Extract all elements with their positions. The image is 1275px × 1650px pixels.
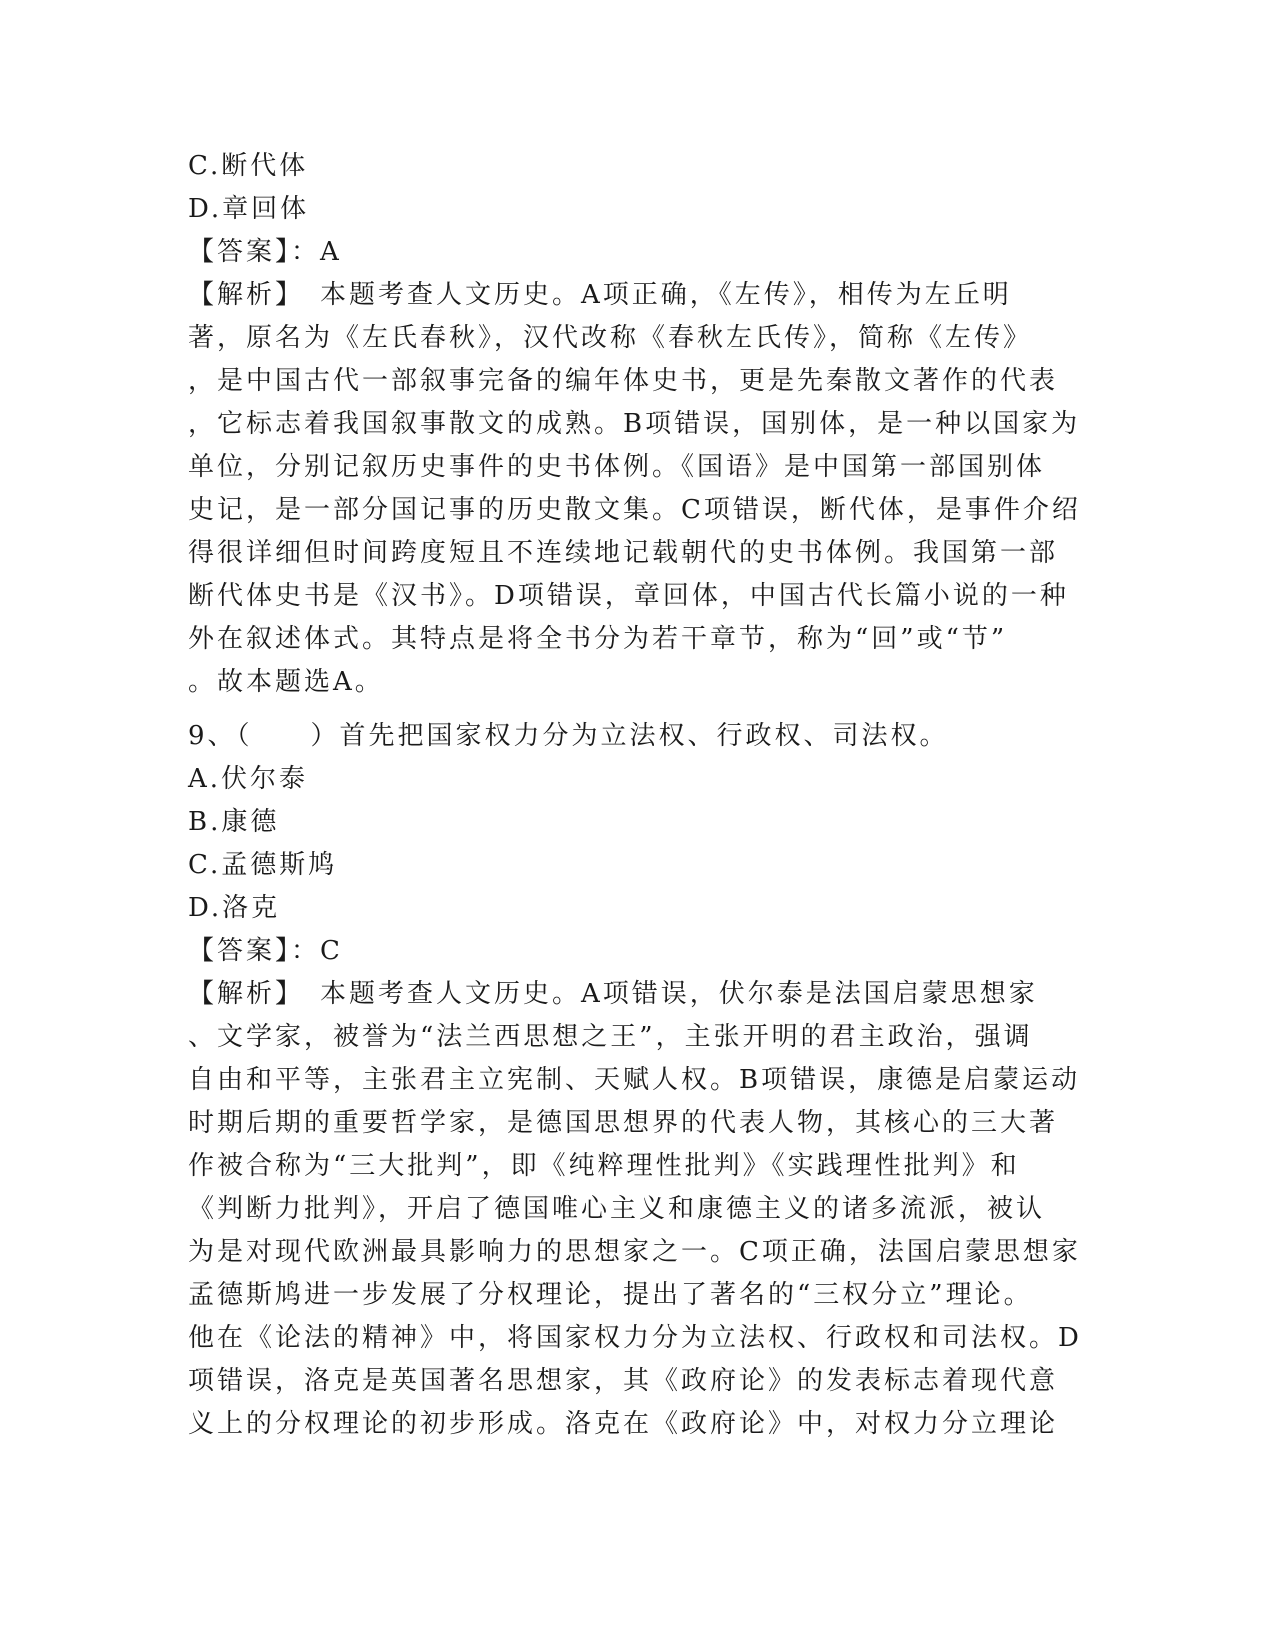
analysis-line: 为是对现代欧洲最具影响力的思想家之一。C项正确，法国启蒙思想家	[188, 1237, 1081, 1267]
analysis-line: 外在叙述体式。其特点是将全书分为若干章节，称为“回”或“节”	[188, 624, 1008, 654]
option-a: A.伏尔泰	[188, 764, 309, 794]
analysis-line: 项错误，洛克是英国著名思想家，其《政府论》的发表标志着现代意	[188, 1366, 1059, 1396]
answer-line: 【答案】：C	[188, 936, 343, 966]
analysis-line: 、文学家，被誉为“法兰西思想之王”，主张开明的君主政治，强调	[188, 1022, 1033, 1052]
option-b: B.康德	[188, 807, 280, 837]
analysis-line: 【解析】 本题考查人文历史。A项正确，《左传》，相传为左丘明	[188, 280, 1012, 310]
analysis-line: 自由和平等，主张君主立宪制、天赋人权。B项错误，康德是启蒙运动	[188, 1065, 1081, 1095]
answer-line: 【答案】：A	[188, 237, 342, 267]
analysis-line: 他在《论法的精神》中，将国家权力分为立法权、行政权和司法权。D	[188, 1323, 1082, 1353]
analysis-line: 。故本题选A。	[188, 667, 384, 697]
option-c: C.孟德斯鸠	[188, 850, 338, 880]
analysis-line: 义上的分权理论的初步形成。洛克在《政府论》中，对权力分立理论	[188, 1409, 1059, 1439]
question-stem: 9、（ ）首先把国家权力分为立法权、行政权、司法权。	[188, 721, 949, 751]
option-c: C.断代体	[188, 151, 309, 181]
analysis-line: 著，原名为《左氏春秋》，汉代改称《春秋左氏传》，简称《左传》	[188, 323, 1033, 353]
question-spacer	[188, 704, 1088, 715]
analysis-paragraph	[188, 973, 1088, 1446]
analysis-line: 作被合称为“三大批判”，即《纯粹理性批判》《实践理性批判》和	[188, 1151, 1020, 1181]
analysis-paragraph	[188, 274, 1088, 704]
option-d: D.洛克	[188, 893, 281, 923]
analysis-line: 断代体史书是《汉书》。D项错误，章回体，中国古代长篇小说的一种	[188, 581, 1069, 611]
page-content	[188, 145, 1088, 1446]
analysis-line: 史记，是一部分国记事的历史散文集。C项错误，断代体，是事件介绍	[188, 495, 1081, 525]
option-d: D.章回体	[188, 194, 310, 224]
analysis-line: 【解析】 本题考查人文历史。A项错误，伏尔泰是法国启蒙思想家	[188, 979, 1038, 1009]
analysis-line: 单位，分别记叙历史事件的史书体例。《国语》是中国第一部国别体	[188, 452, 1046, 482]
analysis-line: 《判断力批判》，开启了德国唯心主义和康德主义的诸多流派，被认	[188, 1194, 1046, 1224]
analysis-line: ，是中国古代一部叙事完备的编年体史书，更是先秦散文著作的代表	[188, 366, 1059, 396]
analysis-line: ，它标志着我国叙事散文的成熟。B项错误，国别体，是一种以国家为	[188, 409, 1081, 439]
analysis-line: 得很详细但时间跨度短且不连续地记载朝代的史书体例。我国第一部	[188, 538, 1059, 568]
analysis-line: 时期后期的重要哲学家，是德国思想界的代表人物，其核心的三大著	[188, 1108, 1059, 1138]
analysis-line: 孟德斯鸠进一步发展了分权理论，提出了著名的“三权分立”理论。	[188, 1280, 1033, 1310]
